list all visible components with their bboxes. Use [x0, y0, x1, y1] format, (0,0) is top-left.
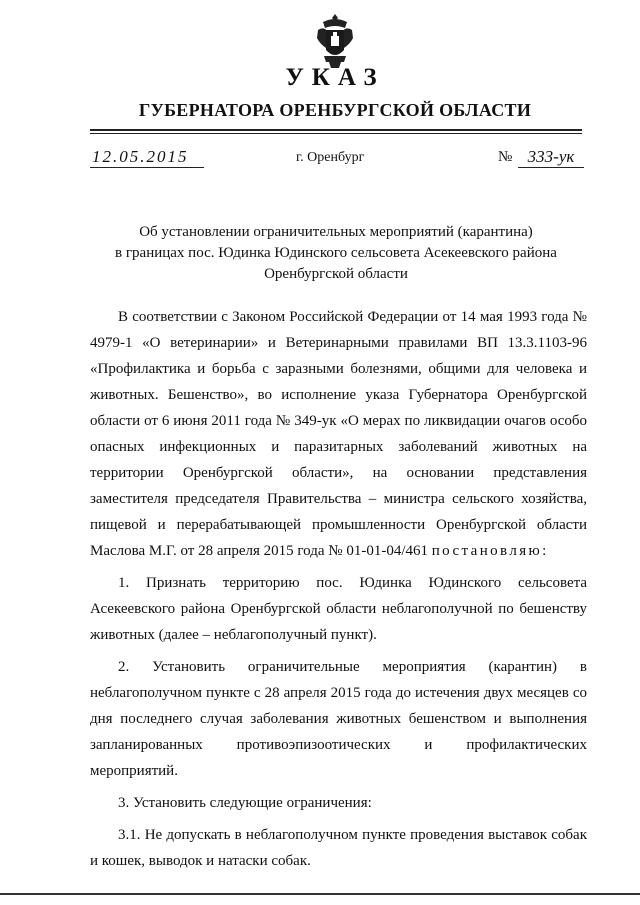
item-paragraph: 1. Признать территорию пос. Юдинка Юдинского сельсовета Асекеевского района Оренбургской области неблагополучной по бешенству животных (далее – неблагополучный пункт).: [90, 575, 587, 643]
decree-word: постановляю:: [431, 543, 549, 559]
heading-line: Оренбургской области: [264, 266, 408, 282]
item-paragraph: 3. Установить следующие ограничения:: [118, 795, 372, 811]
heading-line: Об установлении ограничительных мероприятий (карантина): [139, 224, 533, 240]
heading-line: в границах пос. Юдинка Юдинского сельсовета Асекеевского района: [115, 245, 557, 261]
header-rule: [90, 129, 582, 131]
coat-of-arms-icon: [314, 12, 356, 70]
decree-number-label: №: [498, 149, 513, 165]
decree-date: 12.05.2015: [90, 147, 204, 168]
intro-text: В соответствии с Законом Российской Федерации от 14 мая 1993 года № 4979-1 «О ветеринарии» и Ветеринарными правилами ВП 13.3.1103-96 «Профилактика и борьба с заразными болезнями, общими для человека и животных. Бешенство», во исполнение указа Губернатора Оренбургской области от 6 июня 2011 года № 349-ук «О мерах по ликвидации очагов особо опасных инфекционных и паразитарных заболеваний животных на территории Оренбургской области», на основании представления заместителя председателя Правительства – министра сельского хозяйства, пищевой и перерабатывающей промышленности Оренбургской области Маслова М.Г. от 28 апреля 2015 года № 01-01-04/461: [90, 309, 587, 559]
decree-heading: [90, 222, 582, 285]
decree-number: 333-ук: [518, 147, 584, 168]
item-paragraph: 3.1. Не допускать в неблагополучном пункте проведения выставок собак и кошек, выводок и натаски собак.: [90, 827, 587, 869]
decree-city: г. Оренбург: [296, 150, 365, 165]
decree-body: [90, 304, 587, 880]
item-paragraph: 2. Установить ограничительные мероприятия (карантин) в неблагополучном пункте с 28 апреля 2015 года до истечения двух месяцев со дня последнего случая заболевания животных бешенством и выполнения запланированных противоэпизоотических и профилактических мероприятий.: [90, 659, 587, 779]
document-subtitle: ГУБЕРНАТОРА ОРЕНБУРГСКОЙ ОБЛАСТИ: [138, 100, 532, 120]
scan-bottom-edge: [0, 893, 640, 895]
header-rule-thin: [90, 133, 582, 134]
document-title: УКАЗ: [285, 64, 385, 91]
intro-paragraph: [90, 304, 587, 564]
